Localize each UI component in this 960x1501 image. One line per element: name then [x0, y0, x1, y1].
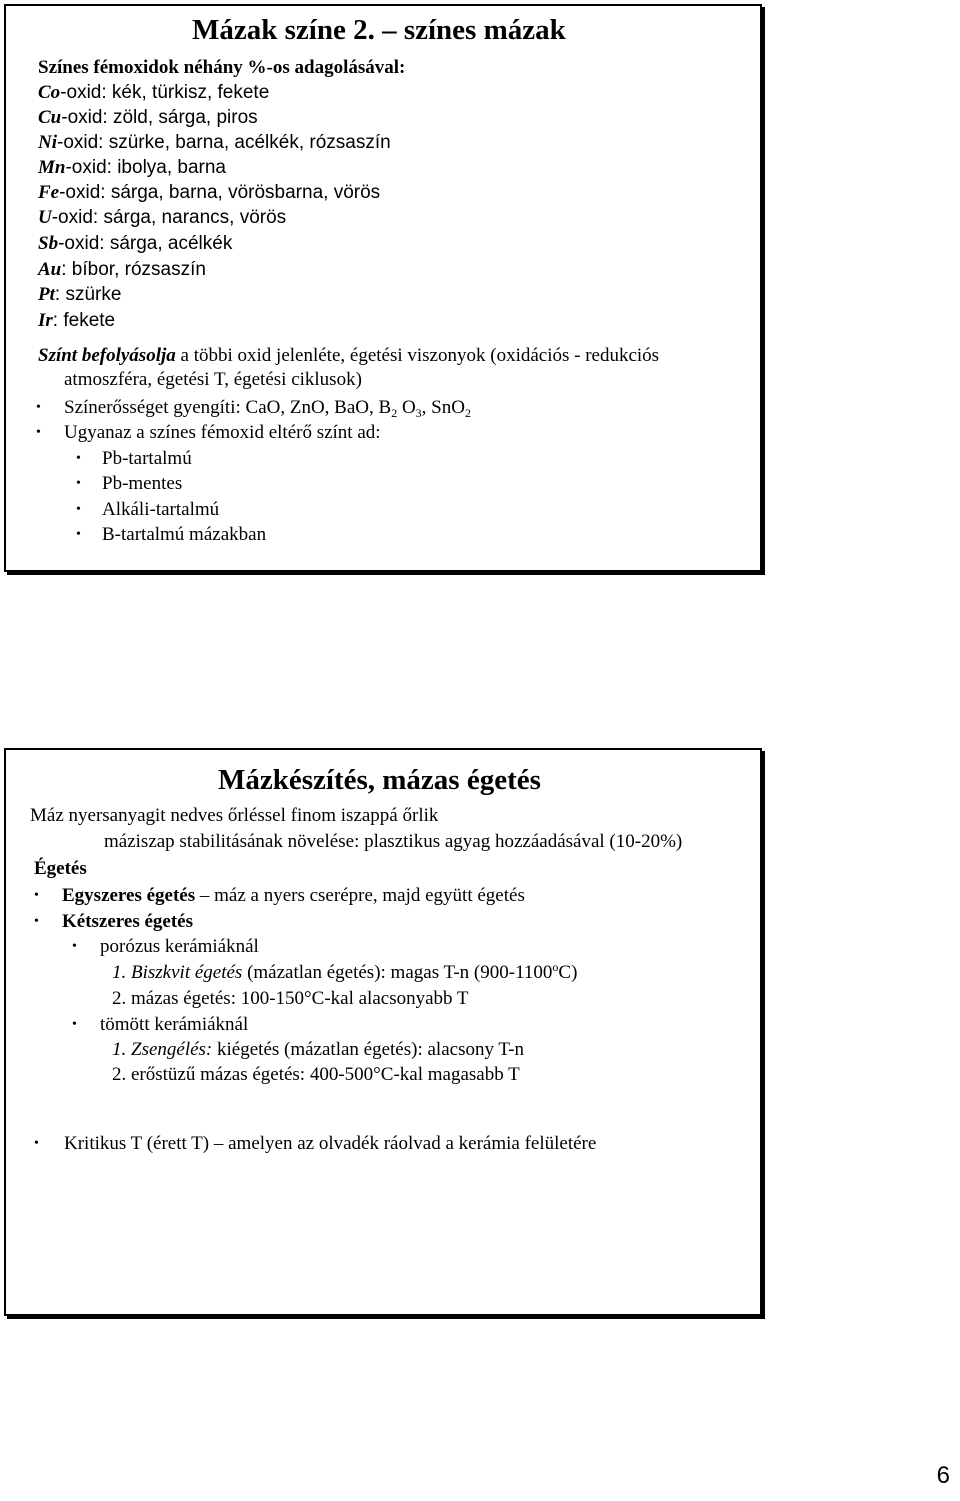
- oxide-line-u: U-oxid: sárga, narancs, vörös: [38, 207, 287, 228]
- oxide-line-mn: Mn-oxid: ibolya, barna: [38, 157, 227, 178]
- double-firing-line: Kétszeres égetés: [62, 911, 193, 932]
- page-number: 6: [936, 1462, 950, 1489]
- slide-glaze-preparation: [4, 748, 762, 1316]
- slide-colored-glazes: [4, 4, 762, 572]
- dense-step-1: 1. Zsengélés: kiégetés (mázatlan égetés): alacsony T-n: [112, 1039, 525, 1060]
- porous-step-2: 2. mázas égetés: 100-150°C-kal alacsonyabb T: [112, 988, 469, 1009]
- stability-line: máziszap stabilitásának növelése: plasztikus agyag hozzáadásával (10-20%): [104, 831, 683, 852]
- oxide-line-pt: Pt: szürke: [38, 284, 122, 305]
- glaze-type-item: Pb-mentes: [102, 473, 183, 494]
- critical-temp-line: Kritikus T (érett T) – amelyen az olvadék ráolvad a kerámia felületére: [64, 1133, 597, 1154]
- oxide-line-sb: Sb-oxid: sárga, acélkék: [38, 233, 233, 254]
- same-oxide-line: Ugyanaz a színes fémoxid eltérő színt ad:: [64, 422, 381, 443]
- bullet-icon: •: [34, 888, 39, 903]
- slide-title: Mázak színe 2. – színes mázak: [192, 14, 566, 46]
- influence-continuation: atmoszféra, égetési T, égetési ciklusok): [64, 369, 362, 390]
- oxide-line-fe: Fe-oxid: sárga, barna, vörösbarna, vörös: [38, 182, 381, 203]
- porous-line: porózus kerámiáknál: [100, 936, 259, 957]
- intro-line: Színes fémoxidok néhány %-os adagolásával:: [38, 57, 406, 78]
- bullet-icon: •: [36, 425, 41, 440]
- oxide-line-ni: Ni-oxid: szürke, barna, acélkék, rózsaszín: [38, 132, 391, 153]
- bullet-icon: •: [36, 400, 41, 415]
- oxide-line-cu: Cu-oxid: zöld, sárga, piros: [38, 107, 258, 128]
- bullet-icon: •: [34, 914, 39, 929]
- bullet-icon: •: [72, 1017, 77, 1032]
- glaze-type-item: Pb-tartalmú: [102, 448, 192, 469]
- bullet-icon: •: [76, 502, 81, 517]
- bullet-icon: •: [72, 939, 77, 954]
- bullet-icon: •: [34, 1136, 39, 1151]
- single-firing-line: Egyszeres égetés – máz a nyers cserépre, majd együtt égetés: [62, 885, 525, 906]
- weaken-line: Színerősséget gyengíti: CaO, ZnO, BaO, $B_2$ $O_3$, SnO$_2$: [64, 397, 471, 420]
- oxide-line-ir: Ir: fekete: [38, 310, 116, 331]
- raw-material-line: Máz nyersanyagit nedves őrléssel finom iszappá őrlik: [30, 805, 439, 826]
- dense-line: tömött kerámiáknál: [100, 1014, 249, 1035]
- slide-title: Mázkészítés, mázas égetés: [218, 764, 541, 796]
- oxide-line-co: Co-oxid: kék, türkisz, fekete: [38, 82, 270, 103]
- bullet-icon: •: [76, 527, 81, 542]
- dense-step-2: 2. erőstüzű mázas égetés: 400-500°C-kal magasabb T: [112, 1064, 520, 1085]
- porous-step-1: 1. Biszkvit égetés (mázatlan égetés): magas T-n (900-1100$^o$C): [112, 960, 578, 983]
- influence-line: Színt befolyásolja a többi oxid jelenléte, égetési viszonyok (oxidációs - redukciós: [38, 345, 660, 366]
- glaze-type-item: Alkáli-tartalmú: [102, 499, 220, 520]
- bullet-icon: •: [76, 476, 81, 491]
- firing-heading: Égetés: [34, 858, 87, 879]
- glaze-type-item: B-tartalmú mázakban: [102, 524, 267, 545]
- bullet-icon: •: [76, 451, 81, 466]
- oxide-line-au: Au: bíbor, rózsaszín: [38, 259, 206, 280]
